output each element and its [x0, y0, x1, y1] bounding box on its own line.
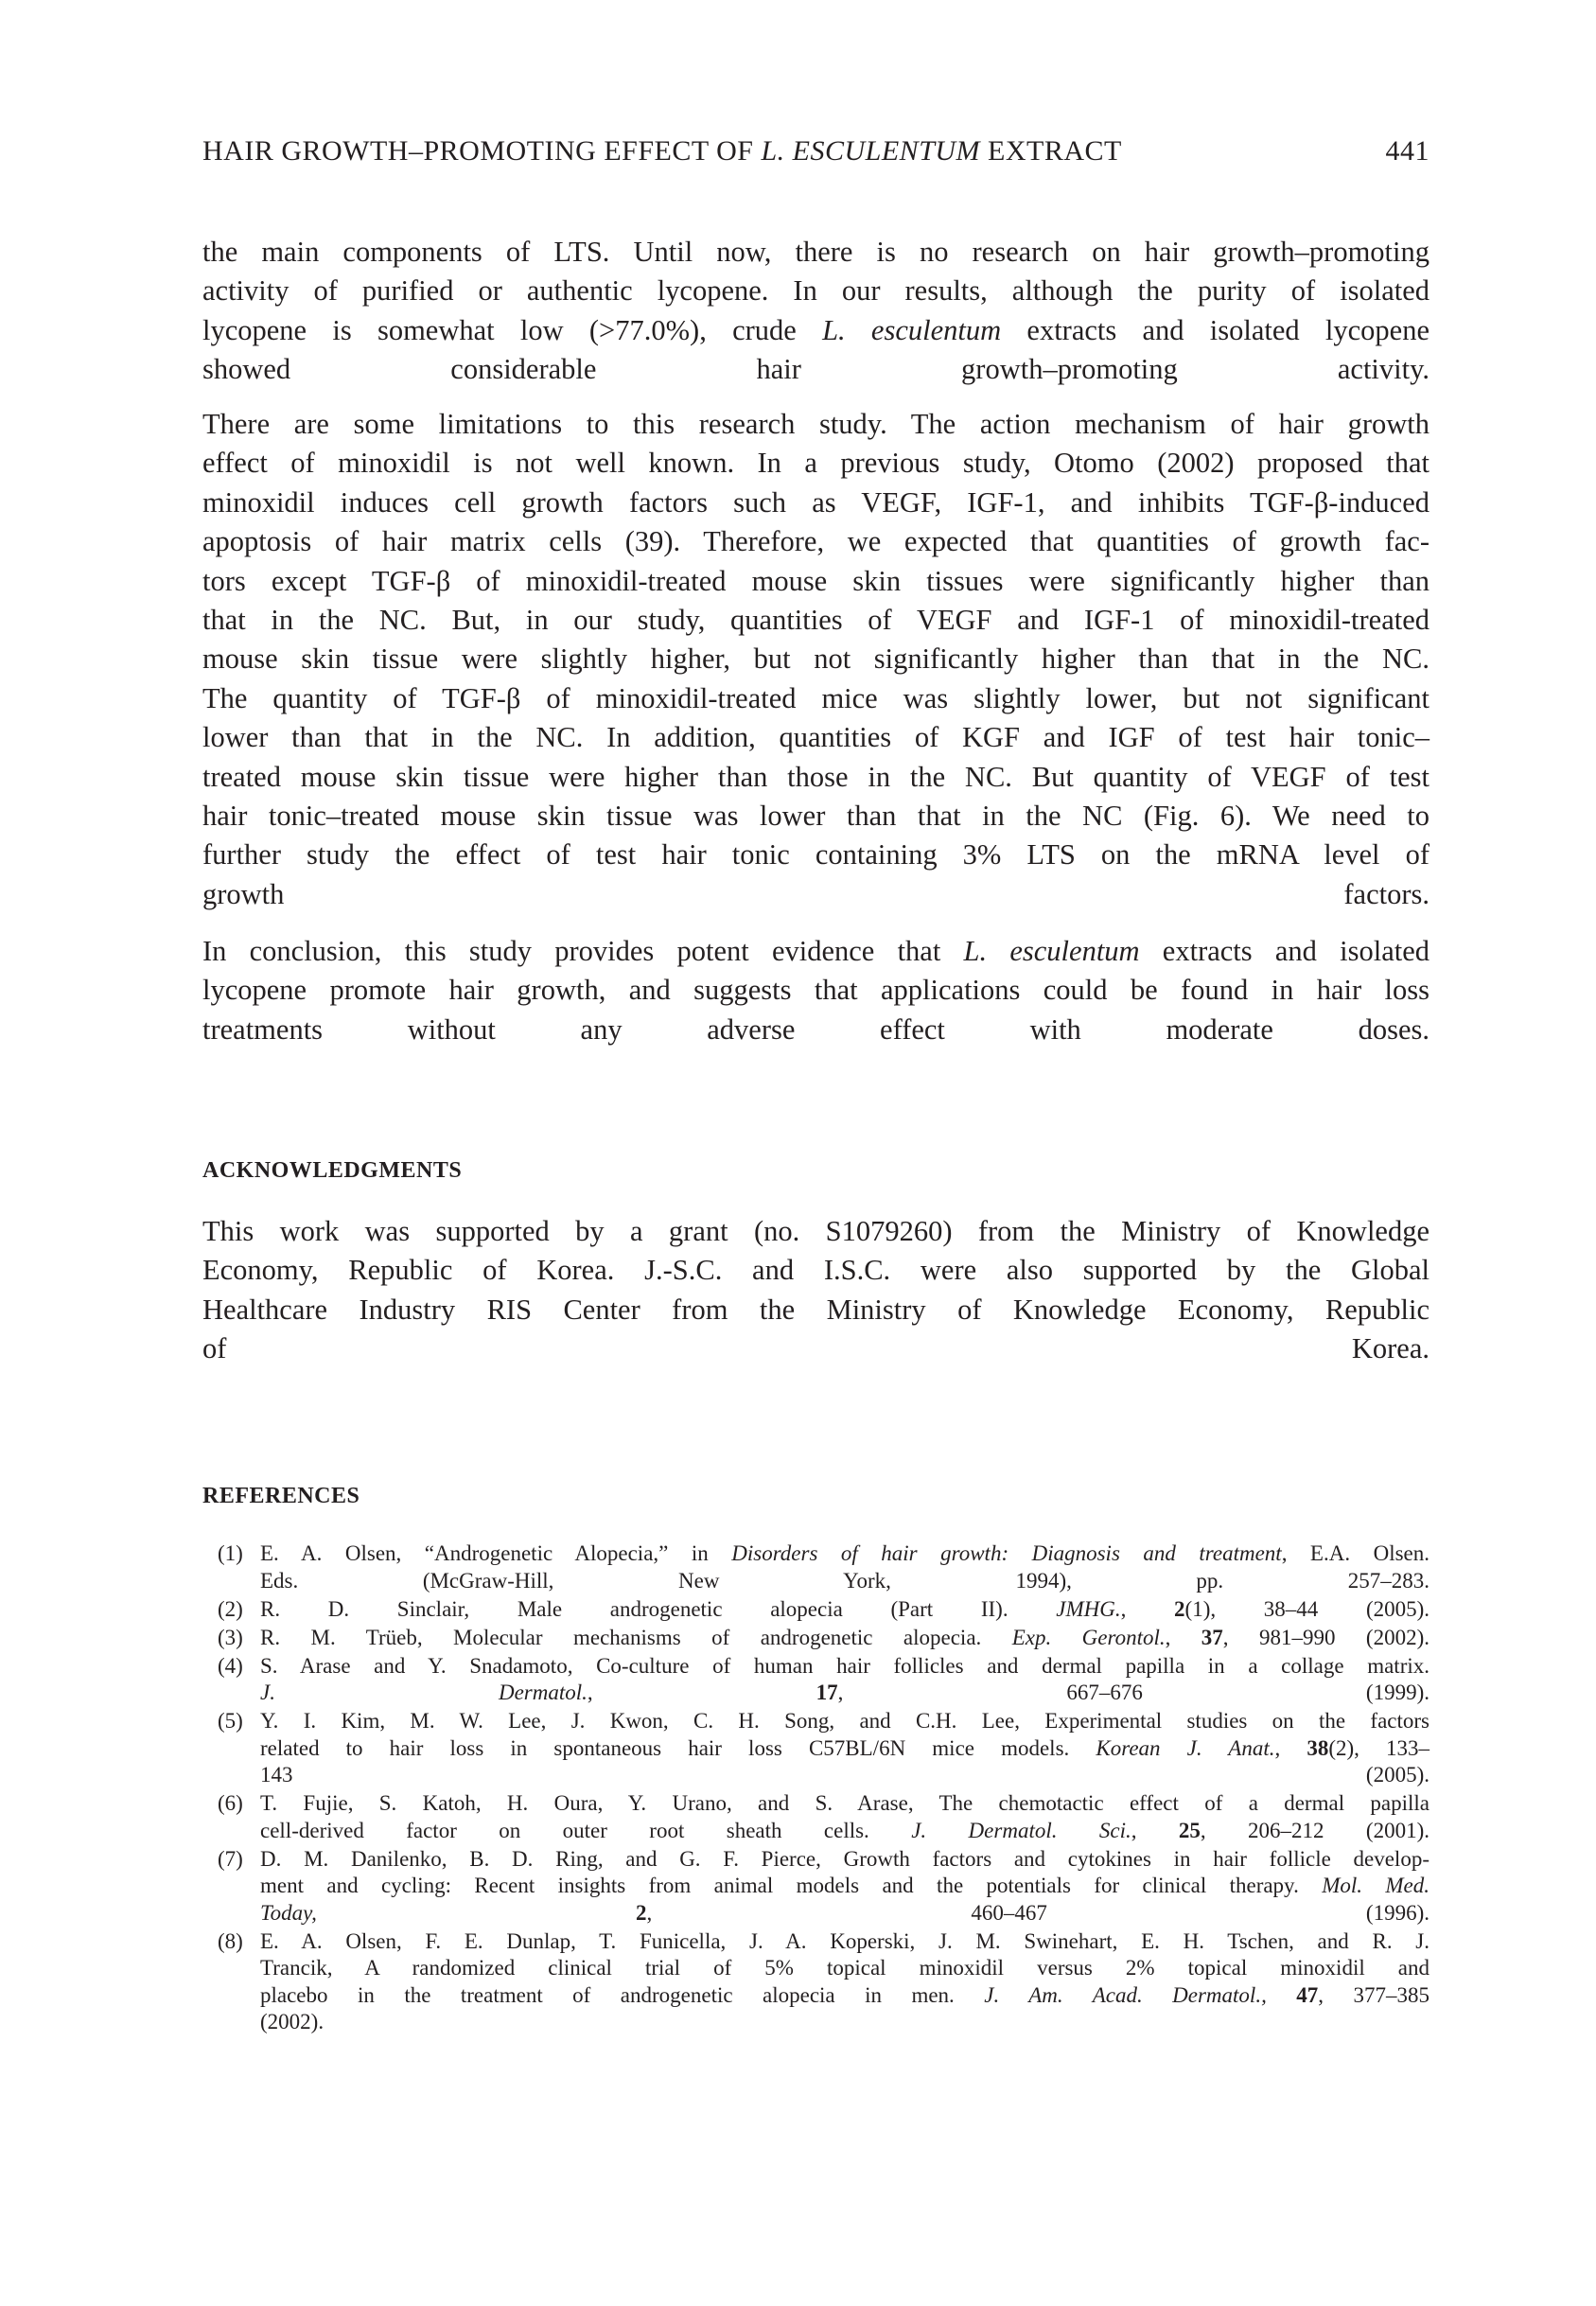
italic-text: Disorders of hair growth: Diagnosis and treatment — [731, 1541, 1282, 1565]
reference-number: (7) — [218, 1846, 243, 1871]
text-run: mouse skin tissue were slightly higher, but not significantly higher than that in the NC. — [202, 643, 1429, 676]
text-line — [202, 350, 1429, 389]
text-line — [202, 640, 1429, 678]
text-line — [260, 1762, 1429, 1789]
paragraph-2 — [202, 405, 1429, 914]
text-run: extracts and isolated lycopene — [1001, 313, 1430, 346]
text-line — [202, 875, 1429, 914]
text-run: (1), 38–44 (2005). — [1184, 1596, 1430, 1621]
text-run: 143 (2005). — [260, 1763, 1429, 1787]
text-line — [202, 932, 1429, 971]
reference-item — [202, 1540, 1429, 1594]
paragraph-1 — [202, 233, 1429, 390]
text-run: effect of minoxidil is not well known. In a previous study, Otomo (2002) proposed that — [202, 447, 1429, 480]
text-line — [202, 562, 1429, 601]
reference-item — [202, 1625, 1429, 1652]
text-run: lycopene is somewhat low (>77.0%), crude — [202, 313, 823, 346]
italic-text: J. Dermatol. — [260, 1681, 588, 1704]
reference-number: (5) — [218, 1709, 243, 1733]
text-run: R. M. Trüeb, Molecular mechanisms of androgenetic alopecia. — [260, 1625, 1012, 1649]
text-line — [202, 272, 1429, 310]
text-run: Healthcare Industry RIS Center from the Ministry of Knowledge Economy, Republic — [202, 1293, 1429, 1326]
text-line — [260, 1596, 1429, 1624]
text-run: treatments without any adverse effect with moderate doses. — [202, 1012, 1429, 1046]
text-line — [202, 797, 1429, 836]
references-heading: REFERENCES — [202, 1484, 360, 1508]
text-run: There are some limitations to this research study. The action mechanism of hair growth — [202, 408, 1429, 440]
text-line — [260, 1846, 1429, 1874]
italic-text: Korean J. Anat. — [1096, 1735, 1275, 1760]
text-run — [1267, 1983, 1296, 2007]
text-line — [260, 2009, 1429, 2036]
text-line — [202, 1291, 1429, 1329]
text-run: hair tonic–treated mouse skin tissue was lower than that in the NC (Fig. 6). We need to — [202, 800, 1429, 833]
bold-text: 17 — [816, 1681, 838, 1704]
text-run: D. M. Danilenko, B. D. Ring, and G. F. Pierce, Growth factors and cytokines in hair follicle develop- — [260, 1846, 1429, 1871]
italic-text: L. ESCULENTUM — [761, 135, 981, 167]
text-run: EXTRACT — [980, 135, 1122, 167]
text-line — [202, 311, 1429, 350]
text-run: the main components of LTS. Until now, there is no research on hair growth–promoting — [202, 236, 1429, 268]
reference-number: (4) — [218, 1653, 243, 1678]
text-run: minoxidil induces cell growth factors such as VEGF, IGF-1, and inhibits TGF-β-induced — [202, 485, 1429, 519]
reference-item — [202, 1790, 1429, 1844]
text-run: Trancik, A randomized clinical trial of 5% topical minoxidil versus 2% topical minoxidil and — [260, 1956, 1429, 1980]
running-header — [202, 132, 1429, 170]
text-run: growth factors. — [202, 877, 1429, 910]
bold-text: 2 — [1174, 1596, 1185, 1621]
text-line — [260, 1790, 1429, 1818]
text-run: related to hair loss in spontaneous hair loss C57BL/6N mice models. — [260, 1735, 1096, 1760]
text-run: S. Arase and Y. Snadamoto, Co-culture of human hair follicles and dermal papilla in a collage matrix. — [260, 1653, 1429, 1678]
reference-list — [202, 1540, 1429, 2037]
text-run: lower than that in the NC. In addition, quantities of KGF and IGF of test hair tonic– — [202, 721, 1429, 754]
text-line — [260, 1568, 1429, 1595]
text-line — [202, 601, 1429, 640]
page-number: 441 — [1385, 135, 1429, 167]
text-run: of Korea. — [202, 1332, 1429, 1365]
text-run: In conclusion, this study provides potent evidence that — [202, 935, 964, 967]
text-run: placebo in the treatment of androgenetic alopecia in men. — [260, 1982, 985, 2007]
text-run: showed considerable hair growth–promoting activity. — [202, 353, 1429, 386]
text-line — [260, 1653, 1429, 1681]
text-run — [317, 1901, 636, 1925]
bold-text: 2 — [635, 1900, 647, 1925]
reference-number: (3) — [218, 1625, 243, 1649]
text-run: cell-derived factor on outer root sheath cells. — [260, 1818, 912, 1842]
italic-text: Mol. Med. — [1322, 1874, 1429, 1897]
text-line — [202, 1011, 1429, 1049]
text-run: , E.A. Olsen. — [1281, 1541, 1429, 1565]
text-run: (2), 133– — [1328, 1735, 1429, 1760]
italic-text: JMHG. — [1056, 1596, 1121, 1621]
text-run: that in the NC. But, in our study, quantities of VEGF and IGF-1 of minoxidil-treated — [202, 604, 1429, 637]
bold-text: 38 — [1307, 1735, 1329, 1760]
text-line — [202, 1329, 1429, 1368]
text-line — [260, 1680, 1429, 1707]
bold-text: 47 — [1296, 1982, 1319, 2007]
text-line — [260, 1873, 1429, 1900]
text-line — [202, 1212, 1429, 1251]
text-line — [260, 1540, 1429, 1568]
bold-text: 37 — [1201, 1625, 1223, 1649]
text-line — [202, 679, 1429, 718]
reference-number: (6) — [218, 1791, 243, 1815]
text-line — [202, 971, 1429, 1010]
text-run: apoptosis of hair matrix cells (39). Therefore, we expected that quantities of growth fac- — [202, 525, 1429, 558]
reference-item — [202, 1846, 1429, 1928]
reference-item — [202, 1708, 1429, 1789]
text-run: activity of purified or authentic lycopene. In our results, although the purity of isolated — [202, 274, 1429, 308]
reference-number: (2) — [218, 1596, 243, 1621]
text-run: E. A. Olsen, F. E. Dunlap, T. Funicella, J. A. Koperski, J. M. Swinehart, E. H. Tschen, and R. J. — [260, 1928, 1429, 1953]
text-line — [202, 836, 1429, 874]
text-run: lycopene promote hair growth, and suggests that applications could be found in hair loss — [202, 974, 1429, 1007]
text-run: tors except TGF-β of minoxidil-treated mouse skin tissues were significantly higher than — [202, 564, 1429, 597]
text-line — [260, 1818, 1429, 1845]
text-line — [202, 758, 1429, 797]
text-run: Eds. (McGraw-Hill, New York, 1994), pp. 257–283. — [260, 1568, 1429, 1593]
text-run: Y. I. Kim, M. W. Lee, J. Kwon, C. H. Song, and C.H. Lee, Experimental studies on the factors — [260, 1709, 1429, 1733]
text-line — [260, 1982, 1429, 2010]
text-line — [260, 1708, 1429, 1735]
text-run: E. A. Olsen, “Androgenetic Alopecia,” in — [260, 1541, 732, 1565]
text-run: treated mouse skin tissue were higher than those in the NC. But quantity of VEGF of test — [202, 760, 1429, 793]
text-run: , 981–990 (2002). — [1222, 1625, 1429, 1649]
italic-text: L. esculentum — [963, 935, 1140, 967]
text-run: , — [1131, 1818, 1179, 1842]
italic-text: Today, — [260, 1900, 317, 1925]
text-run: R. D. Sinclair, Male androgenetic alopecia (Part II). — [260, 1596, 1057, 1621]
acknowledgments-heading: ACKNOWLEDGMENTS — [202, 1158, 463, 1183]
text-run: , — [1120, 1596, 1175, 1621]
reference-item — [202, 1596, 1429, 1624]
text-run: , — [1274, 1735, 1307, 1760]
bold-text: 25 — [1178, 1818, 1201, 1842]
reference-item — [202, 1653, 1429, 1707]
reference-number: (1) — [218, 1541, 243, 1565]
text-run: ment and cycling: Recent insights from animal models and the potentials for clinical therapy. — [260, 1874, 1323, 1897]
reference-item — [202, 1928, 1429, 2036]
text-run: , 460–467 (1996). — [646, 1900, 1430, 1925]
text-run: , — [587, 1681, 816, 1704]
text-line — [202, 444, 1429, 483]
text-line — [260, 1900, 1429, 1928]
text-run: HAIR GROWTH–PROMOTING EFFECT OF — [202, 135, 762, 167]
text-run: extracts and isolated — [1139, 935, 1430, 967]
text-line — [260, 1625, 1429, 1652]
text-run: , 667–676 (1999). — [837, 1681, 1429, 1704]
text-line — [202, 405, 1429, 444]
text-line — [202, 1251, 1429, 1290]
text-line — [202, 233, 1429, 272]
acknowledgments-text — [202, 1212, 1429, 1369]
reference-number: (8) — [218, 1928, 243, 1953]
text-line — [202, 718, 1429, 757]
text-run: T. Fujie, S. Katoh, H. Oura, Y. Urano, and S. Arase, The chemotactic effect of a dermal papilla — [260, 1791, 1429, 1815]
text-run: , 206–212 (2001). — [1200, 1818, 1429, 1842]
italic-text: L. esculentum — [822, 313, 1002, 346]
text-run: Economy, Republic of Korea. J.-S.C. and I.S.C. were also supported by the Global — [202, 1254, 1429, 1287]
text-run: This work was supported by a grant (no. S1079260) from the Ministry of Knowledge — [202, 1215, 1429, 1247]
text-run: , — [1165, 1625, 1201, 1649]
text-run: , 377–385 — [1318, 1982, 1430, 2007]
paragraph-3 — [202, 932, 1429, 1049]
text-run: further study the effect of test hair tonic containing 3% LTS on the mRNA level of — [202, 838, 1429, 871]
text-line — [260, 1955, 1429, 1982]
text-line — [202, 484, 1429, 522]
text-line — [260, 1928, 1429, 1956]
italic-text: J. Dermatol. Sci. — [911, 1818, 1131, 1842]
italic-text: J. Am. Acad. Dermatol., — [984, 1982, 1267, 2007]
text-line — [260, 1735, 1429, 1763]
text-run: (2002). — [260, 2010, 324, 2033]
text-line — [202, 522, 1429, 561]
text-run: The quantity of TGF-β of minoxidil-treated mice was slightly lower, but not significant — [202, 681, 1429, 714]
running-title — [202, 135, 1122, 167]
italic-text: Exp. Gerontol. — [1011, 1625, 1166, 1649]
